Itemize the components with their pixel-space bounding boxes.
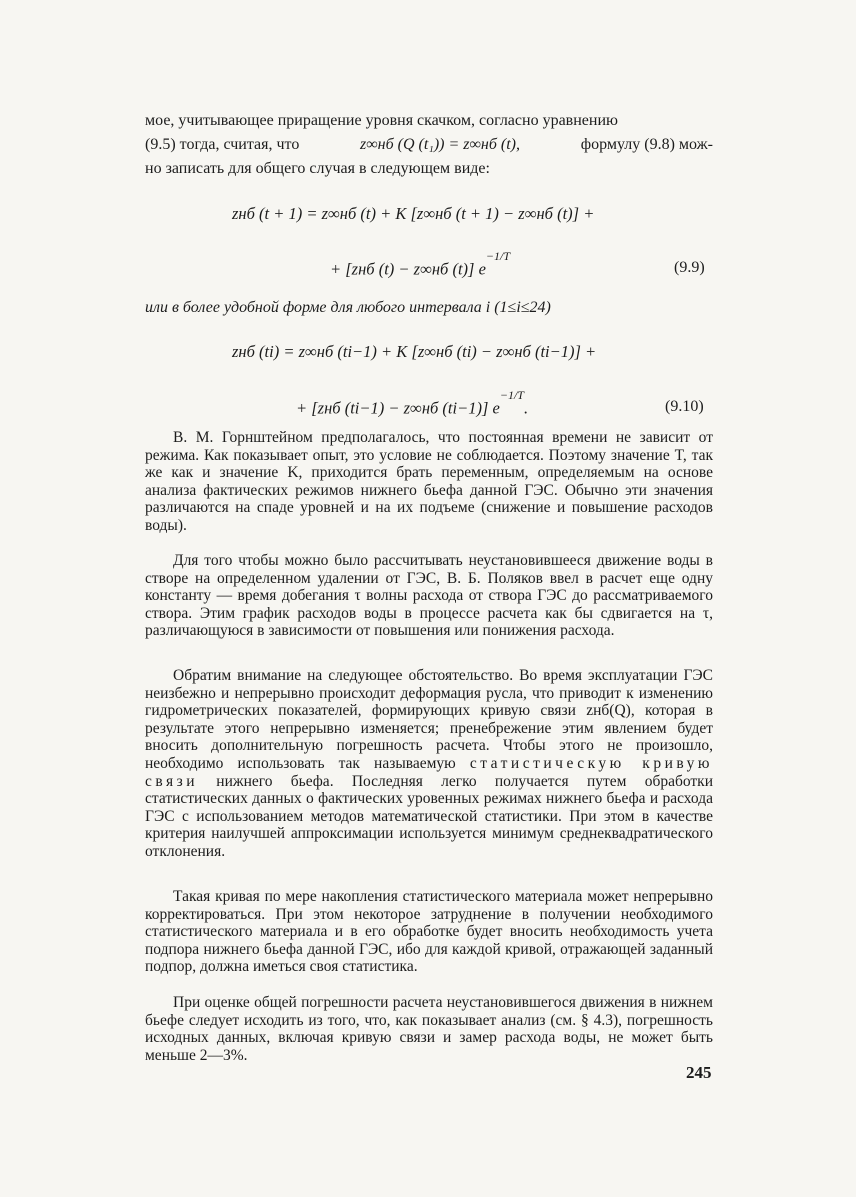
paragraph-3-part-2: нижнего бьефа. Последняя легко получается путем обработки статистических данных о фактических уровенных режимах нижнего бьефа и расхода ГЭС с использованием методов математической статистики. При этом в качестве критерия наилучшей аппроксимации используется минимум среднеквадратического отклонения. bbox=[145, 772, 713, 860]
equation-9-9-exponent: −1/T bbox=[485, 249, 511, 263]
intro-line-2-start: (9.5) тогда, считая, что bbox=[145, 136, 300, 153]
paragraph-1: В. М. Горнштейном предполагалось, что постоянная времени не зависит от режима. Как показывает опыт, это условие не соблюдается. Поэтому значение T, так же как и значение K, приходится брать переменным, определяемым на основе анализа фактических режимов нижнего бьефа данной ГЭС. Обычно эти значения различаются на спаде уровней и на их подъеме (снижение и повышение расходов воды). bbox=[145, 429, 713, 534]
intro-paragraph bbox=[145, 109, 713, 181]
intro-line-3: но записать для общего случая в следующем виде: bbox=[145, 160, 490, 177]
paragraph-3-spaced-term: статистическую кривую связи bbox=[145, 754, 713, 790]
intro-line-2 bbox=[145, 133, 713, 157]
intro-line-1: мое, учитывающее приращение уровня скачком, согласно уравнению bbox=[145, 112, 618, 129]
intro-inline-formula: z∞нб (Q (t₁)) = z∞нб (t), bbox=[360, 136, 521, 153]
equation-9-9-line-1: zнб (t + 1) = z∞нб (t) + K [z∞нб (t + 1) − z∞нб (t)] + bbox=[232, 204, 595, 223]
equation-9-10-exponent: −1/T bbox=[499, 388, 524, 402]
paragraph-4: Такая кривая по мере накопления статистического материала может непрерывно корректироваться. При этом некоторое затруднение в получении необходимого статистического материала и в его обработке будет вносить необходимость учета подпора нижнего бьефа данной ГЭС, ибо для каждой кривой, отражающей заданный подпор, должна иметься своя статистика. bbox=[145, 888, 713, 976]
paragraph-3 bbox=[145, 667, 713, 861]
paragraph-3-part-1: Обратим внимание на следующее обстоятельство. Во время эксплуатации ГЭС неизбежно и непрерывно происходит деформация русла, что приводит к изменению гидрометрических показателей, формирующих кривую связи zнб(Q), которая в результате этого непрерывно изменяется; пренебрежение этим явлением будет вносить дополнительную погрешность расчета. Чтобы этого не произошло, необходимо использовать так называемую bbox=[145, 667, 713, 772]
equation-9-9-line-2 bbox=[330, 249, 511, 280]
paragraph-2: Для того чтобы можно было рассчитывать неустановившееся движение воды в створе на определенном удалении от ГЭС, В. Б. Поляков ввел в расчет еще одну константу — время добегания τ волны расхода от створа ГЭС до рассматриваемого створа. Этим график расходов воды в процессе расчета как бы сдвигается на τ, различающуюся в зависимости от повышения или понижения расхода. bbox=[145, 552, 713, 640]
paragraph-5: При оценке общей погрешности расчета неустановившегося движения в нижнем бьефе следует исходить из того, что, как показывает анализ (см. § 4.3), погрешность исходных данных, включая кривую связи и замер расхода воды, не может быть меньше 2—3%. bbox=[145, 994, 713, 1064]
equation-9-10-number: (9.10) bbox=[665, 398, 704, 415]
equation-9-10-line-2: + [zнб (ti−1) − z∞нб (ti−1)] $e^{-1/T}$. bbox=[296, 388, 529, 418]
equation-9-10-line-1: zнб (ti) = z∞нб (ti−1) + K [z∞нб (ti) − z∞нб (ti−1)] + bbox=[232, 342, 597, 361]
equation-9-9-number: (9.9) bbox=[674, 259, 705, 276]
equation-9-10-line-2-text: + [zнб (ti−1) − z∞нб (ti−1)] e bbox=[296, 398, 500, 418]
page-number: 245 bbox=[686, 1063, 712, 1082]
intro-line-2-end: формулу (9.8) мож- bbox=[580, 136, 713, 153]
or-line: или в более удобной форме для любого интервала i (1≤i≤24) bbox=[145, 299, 551, 316]
equation-9-9-line-2-text: + [zнб (t) − z∞нб (t)] e bbox=[330, 259, 486, 279]
